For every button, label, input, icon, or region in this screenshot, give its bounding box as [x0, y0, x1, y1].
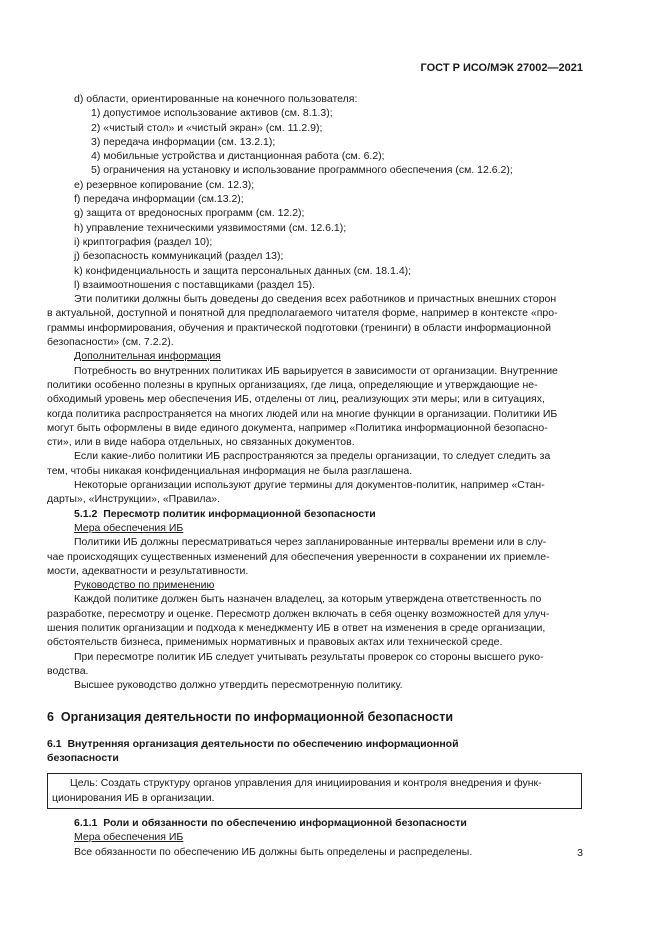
- list-item: l) взаимоотношения с поставщиками (раздел 15).: [74, 278, 315, 291]
- list-item: g) защита от вредоносных программ (см. 12.2);: [74, 207, 305, 220]
- list-subitem: 2) «чистый стол» и «чистый экран» (см. 11.2.9);: [91, 121, 323, 134]
- section-title: Роли и обязанности по обеспечению информационной безопасности: [103, 816, 467, 829]
- list-item: f) передача информации (см.13.2);: [74, 193, 244, 206]
- measure-heading: Мера обеспечения ИБ: [74, 521, 184, 534]
- list-subitem: 5) ограничения на установку и использование программного обеспечения (см. 12.6.2);: [91, 164, 513, 177]
- section-6-1-heading: [47, 737, 582, 766]
- goal-box: [47, 773, 582, 809]
- list-subitem: 4) мобильные устройства и дистанционная работа (см. 6.2);: [91, 150, 385, 163]
- standard-header: ГОСТ Р ИСО/МЭК 27002—2021: [420, 62, 583, 74]
- list-subitem: 1) допустимое использование активов (см. 8.1.3);: [91, 107, 333, 120]
- paragraph-line: Эти политики должны быть доведены до сведения всех работников и причастных внешних сторон: [74, 293, 557, 306]
- paragraph-line: в актуальной, доступной и понятной для предполагаемого читателя форме, например в контексте «про-: [47, 307, 558, 320]
- list-item: j) безопасность коммуникаций (раздел 13);: [74, 250, 284, 263]
- paragraph-line: дарты», «Инструкции», «Правила».: [47, 493, 221, 506]
- paragraph-line: граммы информирования, обучения и практической подготовки (тренинги) в области информационной: [47, 321, 551, 334]
- section-5-1-2-heading: [74, 507, 582, 521]
- paragraph-line: обходимый уровень мер обеспечения ИБ, отделены от лиц, реализующих эти меры; или в ситуациях,: [47, 393, 545, 406]
- paragraph-audit: [47, 650, 582, 679]
- paragraph-line: политики особенно полезны в крупных организациях, где лица, определяющие и утверждающие не-: [47, 378, 538, 391]
- list-subitem: 3) передача информации (см. 13.2.1);: [91, 135, 276, 148]
- paragraph-line: обстоятельств бизнеса, применимых нормативных и правовых актах или технической среде.: [47, 636, 503, 649]
- list-item: h) управление техническими уязвимостями (см. 12.6.1);: [74, 221, 347, 234]
- paragraph-line: чае происходящих существенных изменений для обеспечения уверенности в сохранении их приемле-: [47, 550, 550, 563]
- paragraph-line: Если какие-либо политики ИБ распространяются за пределы организации, то следует следить за: [74, 450, 551, 463]
- paragraph-line: могут быть оформлены в виде единого документа, например «Политика информационной безопасно-: [47, 421, 548, 434]
- list-item-d: d) области, ориентированные на конечного пользователя:: [74, 93, 358, 105]
- paragraph-line: разработке, пересмотру и оценке. Пересмотр должен включать в себя оценку возможностей для улуч-: [47, 607, 550, 620]
- page-number: 3: [577, 847, 583, 859]
- paragraph-line: когда политика распространяется на многих людей или на многие функции в организации. Политики ИБ: [47, 407, 558, 420]
- paragraph-terms: [47, 478, 582, 507]
- list-item: k) конфиденциальность и защита персональных данных (см. 18.1.4);: [74, 264, 412, 277]
- section-6-1-1-heading: [74, 816, 582, 830]
- section-number: 6.1.1: [74, 816, 98, 829]
- paragraph-line: сти», или в виде набора отдельных, но связанных документов.: [47, 436, 355, 449]
- paragraph-line: Политики ИБ должны пересматриваться через запланированные интервалы времени или в слу-: [74, 536, 547, 549]
- paragraph-communication: [47, 292, 582, 349]
- list-item: i) криптография (раздел 10);: [74, 235, 213, 248]
- list-item: e) резервное копирование (см. 12.3);: [74, 178, 255, 191]
- measure-heading-2: Мера обеспечения ИБ: [74, 831, 184, 844]
- section-6-heading: [47, 710, 582, 724]
- paragraph-owner: [47, 592, 582, 649]
- paragraph-line: водства.: [47, 664, 89, 677]
- paragraph-line: безопасности» (см. 7.2.2).: [47, 336, 174, 349]
- paragraph-line: мости, адекватности и результативности.: [47, 564, 249, 577]
- section-title: Организация деятельности по информационной безопасности: [60, 710, 454, 725]
- section-number: 5.1.2: [74, 507, 98, 520]
- paragraph-external: [47, 449, 582, 478]
- page-content: [47, 92, 582, 859]
- guidance-heading: Руководство по применению: [74, 579, 215, 592]
- paragraph-line: Потребность во внутренних политиках ИБ варьируется в зависимости от организации. Внутренние: [74, 364, 558, 377]
- paragraph-internal-policies: [47, 364, 582, 450]
- section-number: 6.1: [47, 737, 62, 750]
- paragraph-responsibilities: Все обязанности по обеспечению ИБ должны быть определены и распределены.: [74, 845, 473, 858]
- paragraph-line: шения политик организации и подхода к менеджменту ИБ в ответ на изменения в среде организации,: [47, 621, 546, 634]
- paragraph-line: При пересмотре политик ИБ следует учитывать результаты проверок со стороны высшего руко-: [74, 650, 544, 663]
- section-title: Внутренняя организация деятельности по обеспечению информационной: [67, 737, 459, 750]
- paragraph-line: тем, чтобы никакая конфиденциальная информация не была разглашена.: [47, 464, 413, 477]
- goal-line: Цель: Создать структуру органов управления для инициирования и контроля внедрения и функ-: [70, 777, 542, 790]
- goal-line: ционирования ИБ в организации.: [52, 791, 215, 804]
- paragraph-line: Некоторые организации используют другие термины для документов-политик, например «Стан-: [74, 479, 545, 492]
- paragraph-approve: Высшее руководство должно утвердить пересмотренную политику.: [74, 679, 403, 692]
- paragraph-line: Каждой политике должен быть назначен владелец, за которым утверждена ответственность по: [74, 593, 542, 606]
- paragraph-review: [47, 535, 582, 578]
- section-title-cont: безопасности: [47, 752, 119, 765]
- section-number: 6: [47, 710, 54, 725]
- extra-info-heading: Дополнительная информация: [74, 350, 221, 363]
- section-title: Пересмотр политик информационной безопасности: [103, 507, 376, 520]
